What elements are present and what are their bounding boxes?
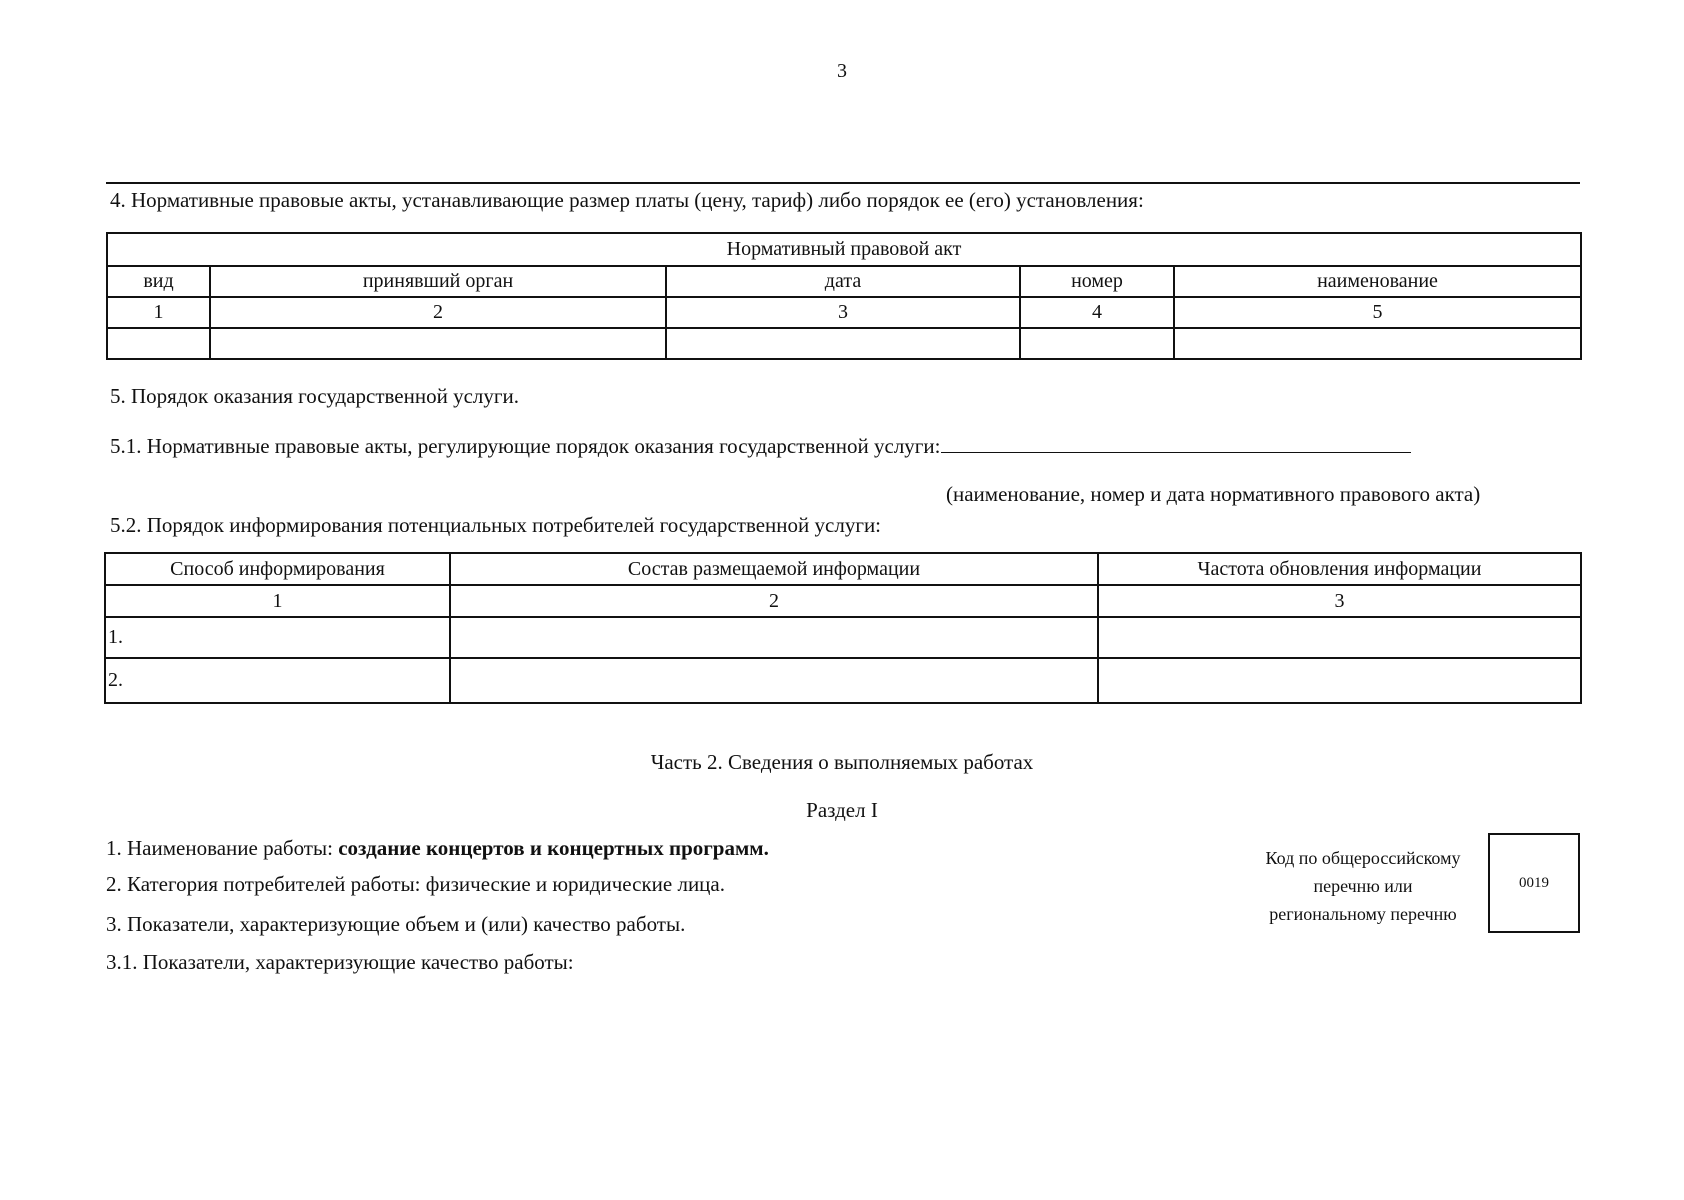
col-number: 1	[107, 297, 210, 328]
item1-label: 1. Наименование работы:	[106, 836, 339, 860]
part2-item3-1: 3.1. Показатели, характеризующие качество работы:	[106, 950, 574, 974]
table-cell	[450, 658, 1098, 703]
col-number: 4	[1020, 297, 1174, 328]
table-cell	[1174, 328, 1581, 359]
item-5-1	[110, 432, 1411, 459]
item-5-1-caption: (наименование, номер и дата нормативного правового акта)	[946, 482, 1481, 506]
code-label-line: Код по общероссийскому	[1265, 848, 1461, 868]
table-cell	[1098, 617, 1581, 658]
part2-item1	[106, 836, 769, 861]
part2-item3: 3. Показатели, характеризующие объем и (или) качество работы.	[106, 912, 686, 936]
code-label-line: перечню или	[1313, 876, 1413, 896]
part2-item2: 2. Категория потребителей работы: физические и юридические лица.	[106, 872, 725, 896]
table-cell	[210, 328, 666, 359]
table-cell	[450, 617, 1098, 658]
item1-value: создание концертов и концертных программ.	[338, 836, 769, 860]
col-header-frequency: Частота обновления информации	[1098, 553, 1581, 585]
table-row	[105, 617, 1581, 658]
section-title: Раздел I	[806, 798, 878, 822]
code-label-line: региональному перечню	[1269, 904, 1457, 924]
table-number-row	[105, 585, 1581, 617]
table-cell: 1.	[105, 617, 450, 658]
table-group-header-row	[107, 233, 1581, 266]
code-value: 0019	[1519, 874, 1549, 891]
col-number: 1	[105, 585, 450, 617]
table-cell	[1098, 658, 1581, 703]
group-header-cell: Нормативный правовой акт	[107, 233, 1581, 266]
item-5-2-text: 5.2. Порядок информирования потенциальных потребителей государственной услуги:	[110, 513, 882, 537]
table-cell	[666, 328, 1020, 359]
col-header-date: дата	[666, 266, 1020, 297]
item-5-1-blank-line	[941, 432, 1411, 453]
col-number: 2	[210, 297, 666, 328]
legal-acts-table	[106, 232, 1582, 360]
col-header-content: Состав размещаемой информации	[450, 553, 1098, 585]
table-row	[105, 658, 1581, 703]
col-header-method: Способ информирования	[105, 553, 450, 585]
col-header-name: наименование	[1174, 266, 1581, 297]
part2-title: Часть 2. Сведения о выполняемых работах	[650, 750, 1034, 774]
table-cell	[1020, 328, 1174, 359]
informing-table	[104, 552, 1582, 704]
col-header-number: номер	[1020, 266, 1174, 297]
table-header-row	[105, 553, 1581, 585]
table-cell: 2.	[105, 658, 450, 703]
page-number: 3	[837, 60, 847, 82]
section5-heading: 5. Порядок оказания государственной услуги.	[110, 384, 519, 408]
col-number: 5	[1174, 297, 1581, 328]
col-header-organ: принявший орган	[210, 266, 666, 297]
col-number: 2	[450, 585, 1098, 617]
code-value-box	[1488, 833, 1580, 933]
table-header-row	[107, 266, 1581, 297]
col-header-vid: вид	[107, 266, 210, 297]
code-label	[1238, 844, 1488, 928]
col-number: 3	[666, 297, 1020, 328]
table-cell	[107, 328, 210, 359]
col-number: 3	[1098, 585, 1581, 617]
table-row	[107, 328, 1581, 359]
top-divider	[106, 182, 1580, 184]
table-number-row	[107, 297, 1581, 328]
item-5-1-text: 5.1. Нормативные правовые акты, регулирующие порядок оказания государственной услуги:	[110, 434, 941, 458]
section4-heading: 4. Нормативные правовые акты, устанавливающие размер платы (цену, тариф) либо порядок ее (его) установления:	[110, 188, 1144, 212]
